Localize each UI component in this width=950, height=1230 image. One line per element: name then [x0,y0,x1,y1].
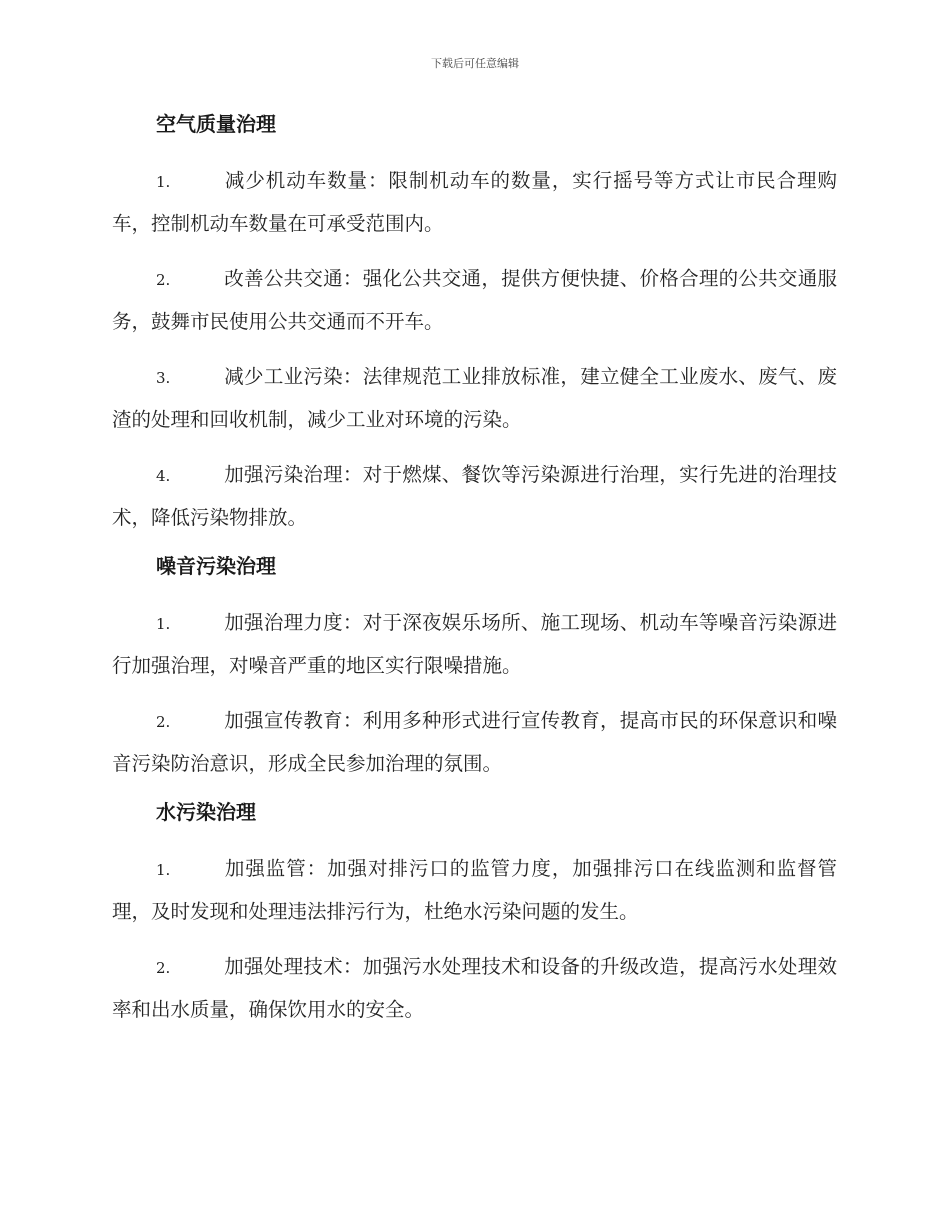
item-text: 加强监管：加强对排污口的监管力度，加强排污口在线监测和监督管理，及时发现和处理违法排污行为，杜绝水污染问题的发生。 [112,857,837,923]
list-item [112,258,837,343]
section-title: 空气质量治理 [156,112,276,136]
list-item [112,946,837,1031]
item-text: 加强处理技术：加强污水处理技术和设备的升级改造，提高污水处理效率和出水质量，确保饮用水的安全。 [112,955,837,1021]
list-item [112,700,837,785]
item-number: 2. [156,713,171,731]
section-noise-pollution [112,552,837,785]
item-text: 改善公共交通：强化公共交通，提供方便快捷、价格合理的公共交通服务，鼓舞市民使用公共交通而不开车。 [112,267,837,333]
list-item [112,602,837,687]
list-item [112,848,837,933]
item-text: 减少机动车数量：限制机动车的数量，实行摇号等方式让市民合理购车，控制机动车数量在可承受范围内。 [112,169,837,235]
item-number: 4. [156,467,171,485]
page-header: 下载后可任意编辑 [431,57,519,70]
section-air-quality [112,110,837,539]
item-number: 3. [156,369,171,387]
section-water-pollution [112,798,837,1031]
item-number: 1. [156,615,171,633]
list-item [112,454,837,539]
item-number: 2. [156,271,171,289]
document-body [112,110,837,1044]
item-text: 加强污染治理：对于燃煤、餐饮等污染源进行治理，实行先进的治理技术，降低污染物排放。 [112,463,837,529]
section-title: 水污染治理 [156,800,256,824]
item-number: 2. [156,959,171,977]
list-item [112,356,837,441]
item-text: 加强宣传教育：利用多种形式进行宣传教育，提高市民的环保意识和噪音污染防治意识，形成全民参加治理的氛围。 [112,709,837,775]
section-title: 噪音污染治理 [156,554,276,578]
list-item [112,160,837,245]
item-text: 减少工业污染：法律规范工业排放标准，建立健全工业废水、废气、废渣的处理和回收机制，减少工业对环境的污染。 [112,365,837,431]
item-text: 加强治理力度：对于深夜娱乐场所、施工现场、机动车等噪音污染源进行加强治理，对噪音严重的地区实行限噪措施。 [112,611,837,677]
item-number: 1. [156,173,171,191]
item-number: 1. [156,861,171,879]
